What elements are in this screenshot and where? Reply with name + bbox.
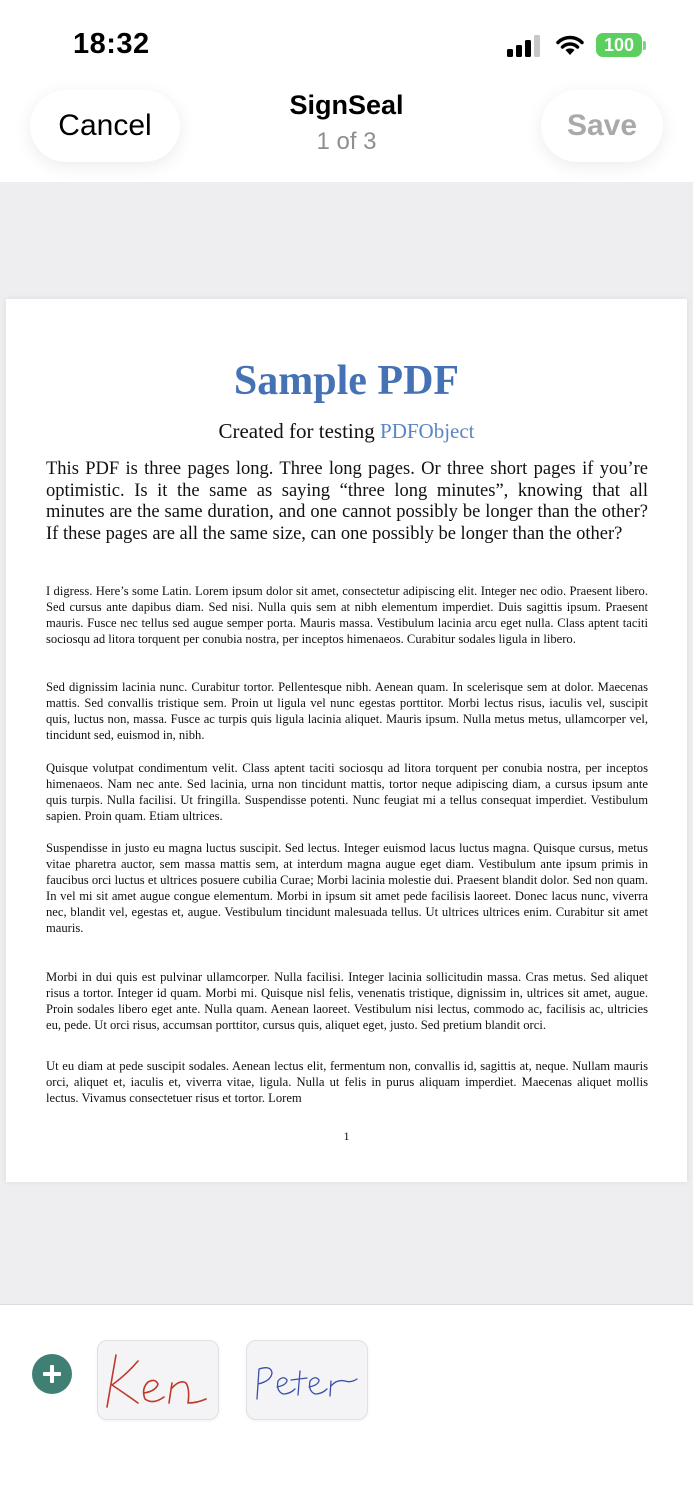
pdf-paragraph: Ut eu diam at pede suscipit sodales. Aenean lectus elit, fermentum non, convallis id, sagittis at, neque. Nullam mauris orci, aliquet et, iaculis et, viverra vitae, ligula. Nulla ut felis in purus aliquam imperdiet. Maecenas aliquet mollis lectus. Vivamus consectetuer risus et tortor. Lorem	[46, 1059, 648, 1106]
document-viewer[interactable]	[0, 182, 693, 1304]
page-indicator: 1 of 3	[316, 128, 377, 155]
pdf-title: Sample PDF	[233, 358, 460, 404]
save-button[interactable]: Save	[541, 90, 663, 162]
pdf-lead-paragraph: This PDF is three pages long. Three long pages. Or three short pages if you’re optimistic. Is it the same as saying “three long minutes”, knowing that all minutes are the same duration, and one cannot possibly be longer than the other? If these pages are all the same size, can one possibly be longer than the other?	[46, 459, 648, 544]
pdf-subtitle	[6, 419, 687, 444]
wifi-icon	[555, 33, 585, 57]
pdf-subtitle-text: Created for testing	[218, 419, 381, 443]
pdf-paragraph: I digress. Here’s some Latin. Lorem ipsum dolor sit amet, consectetur adipiscing elit. Integer nec odio. Praesent libero. Sed cursus ante dapibus diam. Sed nisi. Nulla quis sem at nibh elementum imperdiet. Duis sagittis ipsum. Praesent mauris. Fusce nec tellus sed augue semper porta. Mauris massa. Vestibulum lacinia arcu eget nulla. Class aptent taciti sociosqu ad litora torquent per conubia nostra, per inceptos himenaeos. Curabitur sodales ligula in libero.	[46, 584, 648, 647]
cancel-button[interactable]: Cancel	[30, 90, 180, 162]
pdf-paragraph: Suspendisse in justo eu magna luctus suscipit. Sed lectus. Integer euismod lacus luctus magna. Quisque cursus, metus vitae pharetra auctor, sem massa mattis sem, at interdum magna augue eget diam. Vestibulum ante ipsum primis in faucibus orci luctus et ultrices posuere cubilia Curae; Morbi lacinia molestie dui. Praesent blandit dolor. Sed non quam. In vel mi sit amet augue congue elementum. Morbi in ipsum sit amet pede facilisis laoreet. Donec lacus nunc, viverra nec, blandit vel, egestas et, augue. Vestibulum tincidunt malesuada tellus. Ut ultrices ultrices enim. Curabitur sit amet mauris.	[46, 841, 648, 936]
top-navigation	[0, 90, 693, 182]
add-signature-button[interactable]	[32, 1354, 72, 1394]
signature-peter[interactable]	[246, 1340, 368, 1420]
pdf-paragraph: Morbi in dui quis est pulvinar ullamcorper. Nulla facilisi. Integer lacinia sollicitudin massa. Cras metus. Sed aliquet risus a tortor. Integer id quam. Morbi mi. Quisque nisl felis, venenatis tristique, dignissim in, ultrices sit amet, augue. Proin sodales libero eget ante. Nulla quam. Aenean laoreet. Vestibulum nisi lectus, commodo ac, facilisis ac, ultricies eu, pede. Ut orci risus, accumsan porttitor, cursus quis, aliquet eget, justo. Sed pretium blandit orci.	[46, 970, 648, 1033]
app-title: SignSeal	[289, 90, 404, 120]
pdfobject-link[interactable]: PDFObject	[380, 419, 475, 443]
battery-icon	[596, 33, 648, 59]
battery-tip	[643, 41, 646, 50]
pdf-page[interactable]	[6, 299, 687, 1182]
signature-peter-image	[247, 1341, 367, 1419]
signature-ken[interactable]	[97, 1340, 219, 1420]
signature-ken-image	[98, 1341, 218, 1419]
pdf-page-number: 1	[343, 1129, 350, 1143]
status-time: 18:32	[73, 28, 150, 60]
pdf-paragraph: Quisque volutpat condimentum velit. Class aptent taciti sociosqu ad litora torquent per conubia nostra, per inceptos himenaeos. Nam nec ante. Sed lacinia, urna non tincidunt mattis, tortor neque adipiscing diam, a cursus ipsum ante quis turpis. Nulla facilisi. Ut fringilla. Suspendisse potenti. Nunc feugiat mi a tellus consequat imperdiet. Vestibulum sapien. Proin quam. Etiam ultrices.	[46, 761, 648, 824]
pdf-paragraph: Sed dignissim lacinia nunc. Curabitur tortor. Pellentesque nibh. Aenean quam. In scelerisque sem at dolor. Maecenas mattis. Sed convallis tristique sem. Proin ut ligula vel nunc egestas porttitor. Morbi lectus risus, iaculis vel, suscipit quis, luctus non, massa. Fusce ac turpis quis ligula lacinia aliquet. Mauris ipsum. Nulla metus metus, ullamcorper vel, tincidunt sed, euismod in, nibh.	[46, 680, 648, 743]
status-bar	[0, 0, 693, 90]
cellular-signal-icon	[507, 34, 543, 58]
battery-level: 100	[596, 33, 642, 57]
signature-tray	[0, 1304, 693, 1501]
